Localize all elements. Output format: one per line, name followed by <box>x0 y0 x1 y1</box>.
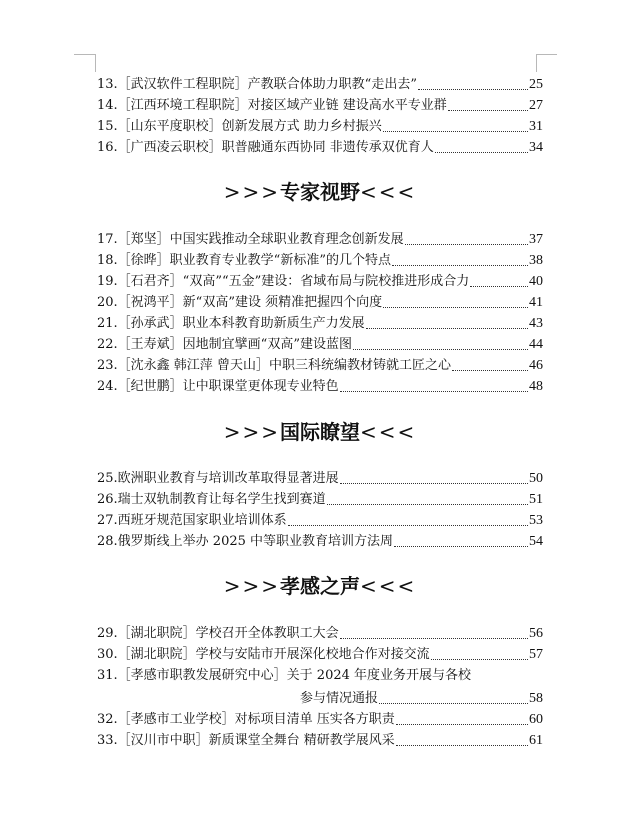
toc-entry-title: 23.［沈永鑫 韩江萍 曾天山］中职三科统编教材铸就工匠之心 <box>97 358 451 373</box>
dot-leader <box>353 348 528 350</box>
toc-entry[interactable] <box>97 644 543 665</box>
dot-leader <box>366 327 528 329</box>
toc-entry[interactable] <box>97 250 543 271</box>
toc-entry-title: 32.［孝感市工业学校］对标项目清单 压实各方职责 <box>97 712 395 727</box>
dot-leader <box>405 243 528 245</box>
dot-leader <box>418 88 528 90</box>
crop-mark-top-left <box>74 54 95 55</box>
toc-entry[interactable] <box>97 137 543 158</box>
toc-entry[interactable] <box>97 229 543 250</box>
toc-entry-title: 30.［湖北职院］学校与安陆市开展深化校地合作对接交流 <box>97 647 430 662</box>
toc-entry-page: 60 <box>529 712 543 727</box>
toc-entry-page: 46 <box>529 358 543 373</box>
crop-mark-top-right <box>536 54 557 55</box>
dot-leader <box>392 264 528 266</box>
dot-leader <box>327 503 528 505</box>
toc-entry[interactable] <box>97 468 543 489</box>
toc-entry[interactable] <box>97 730 543 751</box>
toc-entry[interactable] <box>97 271 543 292</box>
toc-entry-title: 16.［广西凌云职校］职普融通东西协同 非遗传承双优育人 <box>97 140 434 155</box>
dot-leader <box>394 545 528 547</box>
toc-entry[interactable] <box>97 355 543 376</box>
section-heading-international <box>97 418 543 446</box>
toc-entry[interactable] <box>97 376 543 397</box>
dot-leader <box>383 306 528 308</box>
toc-entry-title: 25.欧洲职业教育与培训改革取得显著进展 <box>97 471 339 486</box>
dot-leader <box>452 369 528 371</box>
section-heading-expert <box>97 178 543 206</box>
dot-leader <box>379 702 528 704</box>
toc-entry-page: 48 <box>529 379 543 394</box>
dot-leader <box>448 109 528 111</box>
toc-entry[interactable] <box>97 489 543 510</box>
toc-entry-page: 53 <box>529 513 543 528</box>
toc-entry-title: 27.西班牙规范国家职业培训体系 <box>97 513 287 528</box>
toc-entry-page: 38 <box>529 253 543 268</box>
toc-entry-page: 61 <box>529 733 543 748</box>
dot-leader <box>470 285 528 287</box>
toc-entry[interactable] <box>97 665 517 686</box>
toc-entry-title: 22.［王寿斌］因地制宜擘画“双高”建设蓝图 <box>97 337 352 352</box>
toc-entry-title: 21.［孙承武］职业本科教育助新质生产力发展 <box>97 316 365 331</box>
toc-entry[interactable] <box>97 95 543 116</box>
toc-entry-title: 17.［郑坚］中国实践推动全球职业教育理念创新发展 <box>97 232 404 247</box>
toc-entry-page: 56 <box>529 626 543 641</box>
dot-leader <box>340 482 528 484</box>
toc-entry-page: 25 <box>529 77 543 92</box>
heading-arrows-right: <<< <box>360 180 417 204</box>
toc-entry-continuation[interactable] <box>300 688 543 709</box>
toc-entry-page: 27 <box>529 98 543 113</box>
toc-entry-page: 57 <box>529 647 543 662</box>
heading-text: 孝感之声 <box>280 574 360 598</box>
dot-leader <box>396 744 528 746</box>
toc-entry[interactable] <box>97 510 543 531</box>
toc-entry-title: 14.［江西环境工程职院］对接区域产业链 建设高水平专业群 <box>97 98 447 113</box>
heading-text: 专家视野 <box>280 180 360 204</box>
toc-entry-title: 13.［武汉软件工程职院］产教联合体助力职教“走出去” <box>97 77 417 92</box>
toc-entry-title: 19.［石君齐］“双高”“五金”建设：省域布局与院校推进形成合力 <box>97 274 470 289</box>
toc-entry-page: 44 <box>529 337 543 352</box>
dot-leader <box>340 637 528 639</box>
toc-entry[interactable] <box>97 313 543 334</box>
heading-arrows-left: >>> <box>223 180 280 204</box>
toc-entry-page: 31 <box>529 119 543 134</box>
dot-leader <box>383 130 528 132</box>
toc-entry-page: 54 <box>529 534 543 549</box>
toc-entry[interactable] <box>97 74 543 95</box>
heading-arrows-right: <<< <box>360 574 417 598</box>
crop-mark-top-right <box>536 54 537 72</box>
dot-leader <box>396 723 528 725</box>
toc-entry-title: 31.［孝感市职教发展研究中心］关于 2024 年度业务开展与各校 <box>97 668 472 683</box>
heading-arrows-right: <<< <box>360 420 417 444</box>
toc-entry-page: 37 <box>529 232 543 247</box>
heading-arrows-left: >>> <box>223 574 280 598</box>
toc-entry-page: 50 <box>529 471 543 486</box>
dot-leader <box>431 658 528 660</box>
toc-entry-title: 15.［山东平度职校］创新发展方式 助力乡村振兴 <box>97 119 382 134</box>
crop-mark-top-left <box>95 54 96 72</box>
toc-entry[interactable] <box>97 334 543 355</box>
toc-entry[interactable] <box>97 116 543 137</box>
dot-leader <box>288 524 528 526</box>
toc-entry[interactable] <box>97 623 543 644</box>
toc-entry-title: 18.［徐晔］职业教育专业教学“新标准”的几个特点 <box>97 253 391 268</box>
toc-entry-title: 20.［祝鸿平］新“双高”建设 须精准把握四个向度 <box>97 295 383 310</box>
toc-entry-title: 24.［纪世鹏］让中职课堂更体现专业特色 <box>97 379 339 394</box>
toc-entry-page: 58 <box>529 691 543 706</box>
dot-leader <box>340 390 528 392</box>
toc-entry[interactable] <box>97 531 543 552</box>
toc-entry-page: 40 <box>529 274 543 289</box>
toc-entry-title: 33.［汉川市中职］新质课堂全舞台 精研教学展风采 <box>97 733 395 748</box>
heading-text: 国际瞭望 <box>280 420 360 444</box>
toc-entry-title: 29.［湖北职院］学校召开全体教职工大会 <box>97 626 339 641</box>
toc-entry-title: 28.俄罗斯线上举办 2025 中等职业教育培训方法周 <box>97 534 394 549</box>
toc-entry-page: 41 <box>529 295 543 310</box>
toc-entry[interactable] <box>97 709 543 730</box>
toc-entry-page: 51 <box>529 492 543 507</box>
toc-entry-page: 34 <box>529 140 543 155</box>
toc-entry-title: 26.瑞士双轨制教育让每名学生找到赛道 <box>97 492 326 507</box>
section-heading-xiaogan <box>97 572 543 600</box>
toc-entry[interactable] <box>97 292 543 313</box>
toc-entry-title: 参与情况通报 <box>300 691 379 706</box>
heading-arrows-left: >>> <box>223 420 280 444</box>
toc-entry-page: 43 <box>529 316 543 331</box>
dot-leader <box>435 151 528 153</box>
